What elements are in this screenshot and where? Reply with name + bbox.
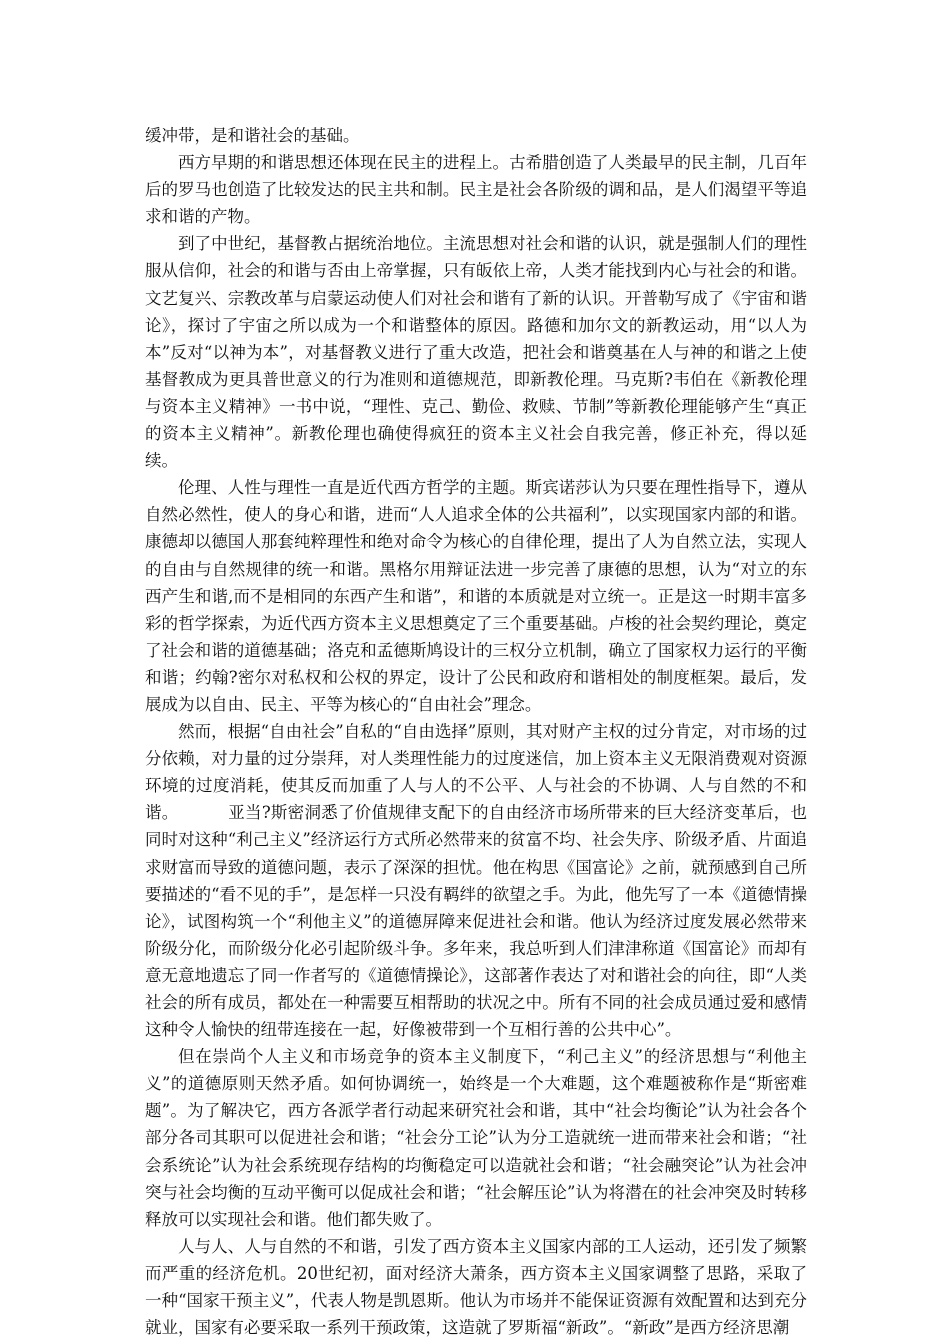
paragraph-middle-ages: 到了中世纪，基督教占据统治地位。主流思想对社会和谐的认识，就是强制人们的理性服从信仰，社会的和谐与否由上帝掌握，只有皈依上帝，人类才能找到内心与社会的和谐。文艺复兴、宗教改革与启蒙运动使人们对社会和谐有了新的认识。开普勒写成了《宇宙和谐论》，探讨了宇宙之所以成为一个和谐整体的原因。路德和加尔文的新教运动，用“以人为本”反对“以神为本”，对基督教义进行了重大改造，把社会和谐奠基在人与神的和谐之上使基督教成为更具普世意义的行为准则和道德规范，即新教伦理。马克斯?韦伯在《新教伦理与资本主义精神》一书中说，“理性、克己、勤俭、救赎、节制”等新教伦理能够产生“真正的资本主义精神”。新教伦理也确使得疯狂的资本主义社会自我完善，修正补充，得以延续。 xyxy=(145,234,807,471)
paragraph-however-text: 然而，根据“自由社会”自私的“自由选择”原则，其对财产主权的过分肯定，对市场的过分依赖，对力量的过分崇拜，对人类理性能力的过度迷信，加上资本主义无限消费观对资源环境的过度消耗，使其反而加重了人与人的不公平、人与社会的不协调、人与自然的不和谐。 xyxy=(145,722,807,823)
paragraph-keynes: 人与人、人与自然的不和谐，引发了西方资本主义国家内部的工人运动，还引发了频繁而严重的经济危机。20世纪初，面对经济大萧条，西方资本主义国家调整了思路，采取了一种“国家干预主义”，代表人物是凯恩斯。他认为市场并不能保证资源有效配置和达到充分就业，国家有必要采取一系列干预政策，这造就了罗斯福“新政”。“新政”是西方经济思潮 xyxy=(145,1236,807,1338)
paragraph-adam-smith: 亚当?斯密洞悉了价值规律支配下的自由经济市场所带来的巨大经济变革后，也同时对这种“利己主义”经济运行方式所必然带来的贫富不均、社会失序、阶级矛盾、片面追求财富而导致的道德问题，表示了深深的担忧。他在构思《国富论》之前，就预感到自己所要描述的“看不见的手”，是怎样一只没有羁绊的欲望之手。为此，他先写了一本《道德情操论》，试图构筑一个“利他主义”的道德屏障来促进社会和谐。他认为经济过度发展必然带来阶级分化，而阶级分化必引起阶级斗争。多年来，我总听到人们津津称道《国富论》而却有意无意地遗忘了同一作者写的《道德情操论》，这部著作表达了对和谐社会的向往，即“人类社会的所有成员，都处在一种需要互相帮助的状况之中。所有不同的社会成员通过爱和感情这种令人愉快的纽带连接在一起，好像被带到一个互相行善的公共中心”。 xyxy=(145,803,807,1040)
paragraph-democracy: 西方早期的和谐思想还体现在民主的进程上。古希腊创造了人类最早的民主制，几百年后的罗马也创造了比较发达的民主共和制。民主是社会各阶级的调和品，是人们渴望平等追求和谐的产物。 xyxy=(145,153,807,227)
paragraph-continuation: 缓冲带，是和谐社会的基础。 xyxy=(145,126,360,145)
paragraph-smith-problem: 但在崇尚个人主义和市场竞争的资本主义制度下，“利己主义”的经济思想与“利他主义”的道德原则天然矛盾。如何协调统一，始终是一个大难题，这个难题被称作是“斯密难题”。为了解决它，西方各派学者行动起来研究社会和谐，其中“社会均衡论”认为社会各个部分各司其职可以促进社会和谐；“社会分工论”认为分工造就统一进而带来社会和谐；“社会系统论”认为社会系统现存结构的均衡稳定可以造就社会和谐；“社会融突论”认为社会冲突与社会均衡的互动平衡可以促成社会和谐；“社会解压论”认为将潜在的社会冲突及时转移释放可以实现社会和谐。他们都失败了。 xyxy=(145,1047,807,1229)
document-body xyxy=(145,122,807,1341)
paragraph-modern-philosophy: 伦理、人性与理性一直是近代西方哲学的主题。斯宾诺莎认为只要在理性指导下，遵从自然必然性，使人的身心和谐，进而“人人追求全体的公共福利”，以实现国家内部的和谐。康德却以德国人那套纯粹理性和绝对命令为核心的自律伦理，提出了人为自然立法，实现人的自由与自然规律的统一和谐。黑格尔用辩证法进一步完善了康德的思想，认为“对立的东西产生和谐,而不是相同的东西产生和谐”，和谐的本质就是对立统一。正是这一时期丰富多彩的哲学探索，为近代西方资本主义思想奠定了三个重要基础。卢梭的社会契约理论，奠定了社会和谐的道德基础；洛克和孟德斯鸠设计的三权分立机制，确立了国家权力运行的平衡和谐；约翰?密尔对私权和公权的界定，设计了公民和政府和谐相处的制度框架。最后，发展成为以自由、民主、平等为核心的“自由社会”理念。 xyxy=(145,478,807,714)
paragraph-free-society-critique xyxy=(145,718,807,1043)
